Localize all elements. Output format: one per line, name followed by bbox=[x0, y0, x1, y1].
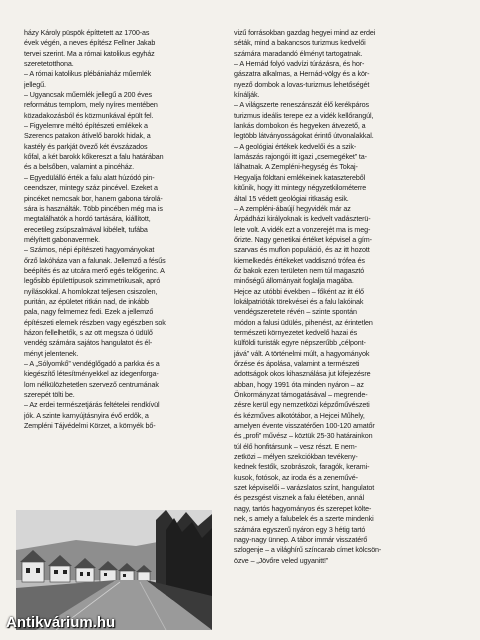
text-line: nek, s amely a falubelek és a szerte mindenki bbox=[234, 515, 374, 524]
text-line: módon a falusi üdülés, pihenést, az érintetlen bbox=[234, 318, 373, 327]
text-line: Szerencs patakon átívelő barokk hidak, a bbox=[24, 132, 151, 141]
text-line: külföldi turisták egyre népszerűbb „célpont- bbox=[234, 339, 366, 348]
text-line: ceendszer, mintegy száz pincével. Ezeket a bbox=[24, 184, 158, 193]
text-line: nyező dombok a lovas-turizmus lehetőségét bbox=[234, 80, 370, 89]
text-line: vizű forrásokban gazdag hegyei mind az erdei bbox=[234, 29, 376, 37]
text-line: séták, mind a bakancsos turizmus kedvelői bbox=[234, 39, 366, 48]
text-line: kiemelkedés értékeket vaddisznó trófea és bbox=[234, 256, 365, 265]
text-line: mélyített gabonavermek. bbox=[24, 235, 100, 244]
text-line: őrizte. Nagy genetikai értéket képvisel a gím- bbox=[234, 235, 372, 244]
village-street-photo-drawing bbox=[16, 510, 212, 630]
text-line: őrzése és ápolása, valamint a természeti bbox=[234, 360, 360, 368]
text-line: és „profi” művész – köztük 25-30 határainkon bbox=[234, 432, 373, 441]
watermark-logo: Antikvárium.hu bbox=[6, 614, 116, 631]
text-line: lom nélkülözhetetlen szervező centrumának bbox=[24, 380, 159, 389]
text-line: nagy-nagy ünnep. A tábor immár visszatérő bbox=[234, 535, 368, 544]
text-line: minőségű állományait foglalja magába. bbox=[234, 277, 354, 286]
text-line: sára is használták. Több pincében még ma is bbox=[24, 204, 163, 213]
text-line: – A római katolikus plébániaház műemlék bbox=[24, 70, 152, 79]
text-line: lete volt. A vidék ezt a vonzerejét ma is meg- bbox=[234, 225, 371, 234]
text-line: kínálják. bbox=[234, 91, 260, 100]
text-line: kednek festők, szobrászok, faragók, kerami- bbox=[234, 463, 370, 472]
text-line: vendég számára sajátos hangulatot és él- bbox=[24, 339, 153, 348]
text-line: jók. A szinte karnyújtásnyira évő erdők, a bbox=[24, 411, 149, 420]
text-line: – Számos, népi építészeti hagyományokat bbox=[24, 246, 155, 255]
text-line: zésre kerül egy nemzetközi képzőművészeti bbox=[234, 401, 370, 410]
text-line: puritán, az épületet ritkán nad, de inkább bbox=[24, 297, 149, 306]
text-line: Hejce az utóbbi években – főként az itt élő bbox=[234, 287, 364, 296]
text-line: által 15 védett geológiai ritkaság esik. bbox=[234, 194, 349, 203]
text-line: és kézműves alkotótábor, a Hejcei Műhely, bbox=[234, 411, 365, 420]
text-line: természeti környezetet kedvelő hazai és bbox=[234, 328, 358, 337]
text-line: beépítés és az utcára merő egés telőgerinc. A bbox=[24, 266, 165, 275]
village-street-photo bbox=[16, 510, 212, 630]
text-line: Árpádházi királyoknak is kedvelt vadászterü- bbox=[234, 215, 371, 224]
text-line: számára egyszerű nyáron egy 3 hétig tartó bbox=[234, 525, 366, 534]
text-line: szeretetotthona. bbox=[24, 60, 74, 69]
text-line: erecetileg zsúpszalmával kibélelt, tufába bbox=[24, 225, 148, 234]
text-line: pincéket nemcsak bor, hanem gabona tárolá- bbox=[24, 194, 163, 203]
text-line: – Figyelemre méltó építészeti emlékek a bbox=[24, 122, 148, 131]
text-line: vendégszeretete révén – szinte spontán bbox=[234, 308, 357, 317]
text-line: nyílásokkal. A homlokzat teljesen csiszolen, bbox=[24, 287, 158, 296]
text-line: gászatra alkalmas, a Hernád-völgy és a kör- bbox=[234, 70, 370, 79]
text-line: Zempléni Tájvédelmi Körzet, a környék bő- bbox=[24, 422, 156, 431]
text-line: szet képviselői – varázslatos színt, hangulatot bbox=[234, 484, 375, 493]
text-line: jává” vált. A történelmi múlt, a hagyományok bbox=[234, 349, 370, 358]
text-line: legősibb épülettípusok szimmetrikusak, apró bbox=[24, 277, 161, 286]
text-line: ményt jelentenek. bbox=[24, 349, 79, 358]
text-line: és a belsőben, valamint a pincéház. bbox=[24, 163, 135, 172]
text-line: lokálpatrióták törekvései és a falu lakóinak bbox=[234, 297, 364, 306]
text-line: számára maradandó élményt tartogatnak. bbox=[234, 49, 363, 58]
right-text-column bbox=[234, 28, 430, 566]
text-line: – A zempléni-ábaújí hegyvidék már az bbox=[234, 204, 351, 213]
text-line: nagy, tartós hagyományos és szerepet költe- bbox=[234, 504, 372, 513]
text-line: – A Hernád folyó vadvízi túrázásra, és hor- bbox=[234, 60, 365, 69]
text-line: özve – „Jövőre veled ugyanitt!” bbox=[234, 556, 329, 565]
text-line: és pezsgést visznek a falu életében, annál bbox=[234, 494, 364, 503]
text-line: kiegészítő létesítményekkel az idegenforga- bbox=[24, 370, 159, 379]
left-text-column bbox=[24, 28, 220, 431]
text-line: – A geológiai értékek kedvelői és a szik- bbox=[234, 142, 357, 151]
text-line: református templom, mely nyíres mentében bbox=[24, 101, 158, 110]
text-line: megtalálhatók a hordó tartására, kiállított, bbox=[24, 215, 151, 224]
text-line: – A „Sólyomkő” vendéglőgadó a parkka és a bbox=[24, 360, 160, 368]
text-line: abban, hogy 1991 óta minden nyáron – az bbox=[234, 380, 364, 389]
text-line: adottságok okos kihasználása jut kifejezésre bbox=[234, 370, 371, 379]
text-line: közadakozásból és közmunkával épült fel. bbox=[24, 111, 154, 120]
text-line: – A világszerte reneszánszát élő kerékpáros bbox=[234, 101, 370, 110]
text-line: őz bakok ezen területen nem túl magasztó bbox=[234, 266, 365, 275]
text-line: szlogenje – a világhírű színcarab címet kölcsön- bbox=[234, 546, 382, 555]
text-line: kőfal, a két barokk kőkereszt a falu határában bbox=[24, 153, 164, 162]
text-line: kitűnik, hogy itt mintegy négyzetkilométerre bbox=[234, 184, 367, 193]
text-line: kusok, fotósok, az iroda és a zeneművé- bbox=[234, 473, 358, 482]
text-line: túl élő honfitársunk – vesz részt. E nem- bbox=[234, 442, 357, 451]
text-line: évek végén, a neves építész Fellner Jakab bbox=[24, 39, 156, 48]
text-line: zetközi – mélyen szekciókban tevékeny- bbox=[234, 453, 358, 462]
text-line: őrző lakóháza van a falunak. Jellemző a fésűs bbox=[24, 256, 166, 265]
text-line: lankás dombokon és hegyeken átvezető, a bbox=[234, 122, 366, 131]
text-line: lamászás rajongói itt igazi „csemegéket” ta- bbox=[234, 153, 367, 162]
text-line: amelyen évente visszatérően 100-120 amatőr bbox=[234, 422, 375, 431]
text-line: – Az erdei természetjárás feltételei rendkívül bbox=[24, 401, 160, 410]
text-line: tervei szerint. Ma a római katolikus egyház bbox=[24, 49, 155, 58]
text-line: – Egyedülálló érték a falu alatt húzódó pin- bbox=[24, 173, 155, 182]
text-line: szarvas és muflon populáció, és az itt hozott bbox=[234, 246, 370, 255]
text-line: Önkormányzat támogatásával – megrende- bbox=[234, 391, 368, 400]
text-line: kastély és parkját övező két évszázados bbox=[24, 142, 148, 151]
text-line: építészeti elemek részben vagy egészben sok bbox=[24, 318, 166, 327]
text-line: legtöbb látványosságokat érintő útvonalakkal. bbox=[234, 132, 374, 141]
text-line: pala, nagy felmemez fedi. Ezek a jellemző bbox=[24, 308, 154, 317]
text-line: szerepét tölti be. bbox=[24, 391, 75, 400]
text-line: házon fellelhetők, s az ott megsza ó üdülő bbox=[24, 328, 153, 337]
text-line: – Ugyancsak műemlék jellegű a 200 éves bbox=[24, 91, 152, 100]
text-line: jellegű. bbox=[24, 80, 46, 89]
text-line: Hegyalja földtani emlékeinek katasztereből bbox=[234, 173, 366, 182]
text-line: turizmus ideális terepe ez a vidék kellőrangúl, bbox=[234, 111, 374, 120]
text-line: lálhatnak. A Zempléni-hegység és Tokaj- bbox=[234, 163, 358, 172]
text-line: házy Károly püspök építtetett az 1700-as bbox=[24, 29, 150, 37]
